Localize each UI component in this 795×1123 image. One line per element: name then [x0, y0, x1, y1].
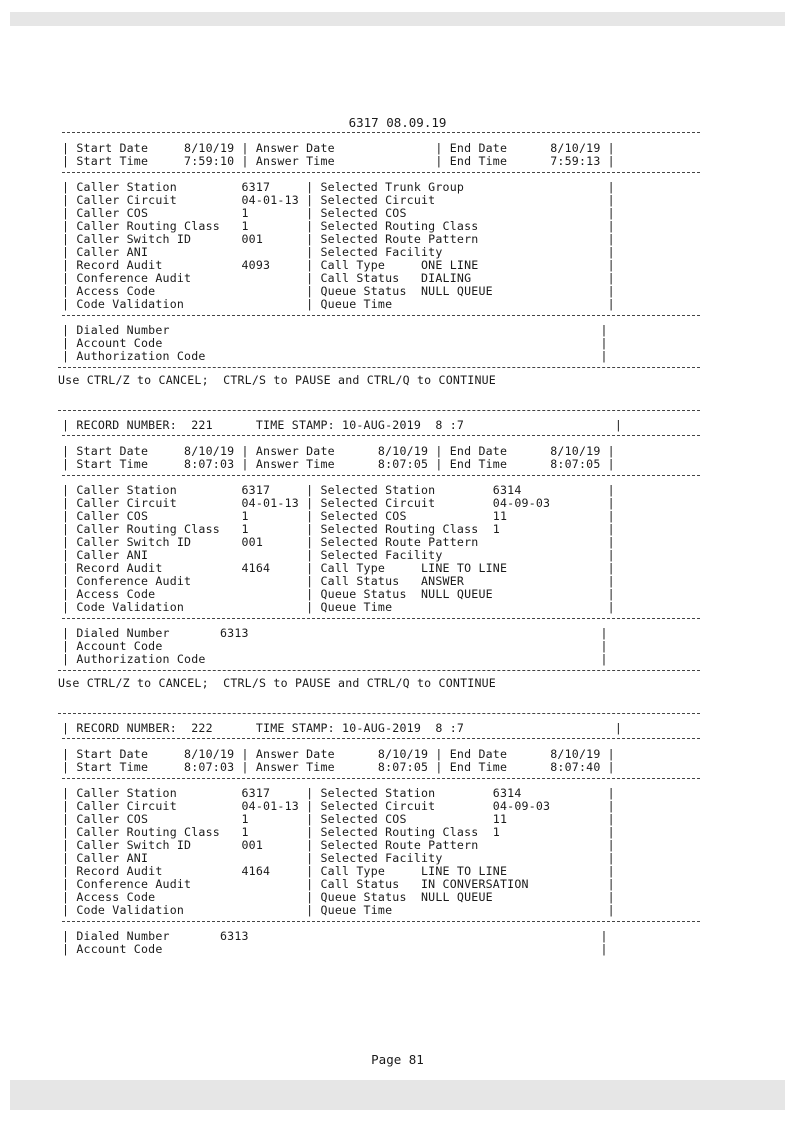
page-banner: 6317 08.09.19	[348, 115, 447, 130]
detail-line: | Caller Routing Class 1 | Selected Routing Class 1 |	[62, 522, 615, 536]
detail-line: | Code Validation | Queue Time |	[62, 600, 615, 614]
scan-edge-top	[10, 12, 785, 26]
date-line: | Start Time 8:07:03 | Answer Time 8:07:05 | End Time 8:07:05 |	[62, 457, 615, 471]
dial-line: | Dialed Number 6313 |	[62, 929, 608, 943]
rule	[62, 435, 700, 436]
detail-line: | Caller ANI | Selected Facility |	[62, 548, 615, 562]
detail-line: | Record Audit 4093 | Call Type ONE LINE |	[62, 258, 615, 272]
rule	[62, 738, 700, 739]
dial-line: | Dialed Number |	[62, 323, 608, 337]
rule	[58, 713, 700, 714]
scan-edge-bottom	[10, 1080, 785, 1110]
rule	[62, 132, 700, 133]
notice-line: Use CTRL/Z to CANCEL; CTRL/S to PAUSE and CTRL/Q to CONTINUE	[58, 373, 496, 387]
date-line: | Start Date 8/10/19 | Answer Date 8/10/19 | End Date 8/10/19 |	[62, 444, 615, 458]
detail-line: | Caller COS 1 | Selected COS 11 |	[62, 812, 615, 826]
detail-line: | Record Audit 4164 | Call Type LINE TO LINE |	[62, 561, 615, 575]
detail-line: | Caller ANI | Selected Facility |	[62, 851, 615, 865]
detail-line: | Caller Routing Class 1 | Selected Routing Class |	[62, 219, 615, 233]
rule	[62, 172, 700, 173]
rule	[62, 475, 700, 476]
rule	[62, 315, 700, 316]
dial-line: | Account Code |	[62, 942, 608, 956]
dial-line: | Dialed Number 6313 |	[62, 626, 608, 640]
rule	[62, 778, 700, 779]
detail-line: | Caller Switch ID 001 | Selected Route Pattern |	[62, 838, 615, 852]
detail-line: | Caller Circuit 04-01-13 | Selected Circuit |	[62, 193, 615, 207]
record-title: | RECORD NUMBER: 222 TIME STAMP: 10-AUG-2019 8 :7 |	[62, 721, 623, 735]
dial-line: | Account Code |	[62, 639, 608, 653]
detail-line: | Code Validation | Queue Time |	[62, 903, 615, 917]
record-title: | RECORD NUMBER: 221 TIME STAMP: 10-AUG-2019 8 :7 |	[62, 418, 623, 432]
detail-line: | Record Audit 4164 | Call Type LINE TO LINE |	[62, 864, 615, 878]
detail-line: | Caller Switch ID 001 | Selected Route Pattern |	[62, 232, 615, 246]
detail-line: | Caller Routing Class 1 | Selected Routing Class 1 |	[62, 825, 615, 839]
detail-line: | Access Code | Queue Status NULL QUEUE |	[62, 284, 615, 298]
detail-line: | Conference Audit | Call Status DIALING |	[62, 271, 615, 285]
rule	[58, 670, 700, 671]
detail-line: | Caller ANI | Selected Facility |	[62, 245, 615, 259]
rule	[62, 618, 700, 619]
rule	[62, 921, 700, 922]
detail-line: | Code Validation | Queue Time |	[62, 297, 615, 311]
detail-line: | Access Code | Queue Status NULL QUEUE |	[62, 587, 615, 601]
detail-line: | Caller Switch ID 001 | Selected Route Pattern |	[62, 535, 615, 549]
detail-line: | Conference Audit | Call Status ANSWER |	[62, 574, 615, 588]
detail-line: | Caller COS 1 | Selected COS 11 |	[62, 509, 615, 523]
dial-line: | Authorization Code |	[62, 652, 608, 666]
date-line: | Start Date 8/10/19 | Answer Date | End Date 8/10/19 |	[62, 141, 615, 155]
page-number: Page 81	[371, 1052, 424, 1067]
date-line: | Start Date 8/10/19 | Answer Date 8/10/19 | End Date 8/10/19 |	[62, 747, 615, 761]
date-line: | Start Time 7:59:10 | Answer Time | End Time 7:59:13 |	[62, 154, 615, 168]
detail-line: | Access Code | Queue Status NULL QUEUE |	[62, 890, 615, 904]
detail-line: | Caller Station 6317 | Selected Station 6314 |	[62, 483, 615, 497]
rule	[58, 410, 700, 411]
detail-line: | Caller Circuit 04-01-13 | Selected Circuit 04-09-03 |	[62, 496, 615, 510]
dial-line: | Authorization Code |	[62, 349, 608, 363]
detail-line: | Caller Station 6317 | Selected Trunk Group |	[62, 180, 615, 194]
dial-line: | Account Code |	[62, 336, 608, 350]
rule	[58, 367, 700, 368]
detail-line: | Caller Circuit 04-01-13 | Selected Circuit 04-09-03 |	[62, 799, 615, 813]
notice-line: Use CTRL/Z to CANCEL; CTRL/S to PAUSE and CTRL/Q to CONTINUE	[58, 676, 496, 690]
detail-line: | Caller COS 1 | Selected COS |	[62, 206, 615, 220]
detail-line: | Conference Audit | Call Status IN CONVERSATION |	[62, 877, 615, 891]
date-line: | Start Time 8:07:03 | Answer Time 8:07:05 | End Time 8:07:40 |	[62, 760, 615, 774]
detail-line: | Caller Station 6317 | Selected Station 6314 |	[62, 786, 615, 800]
